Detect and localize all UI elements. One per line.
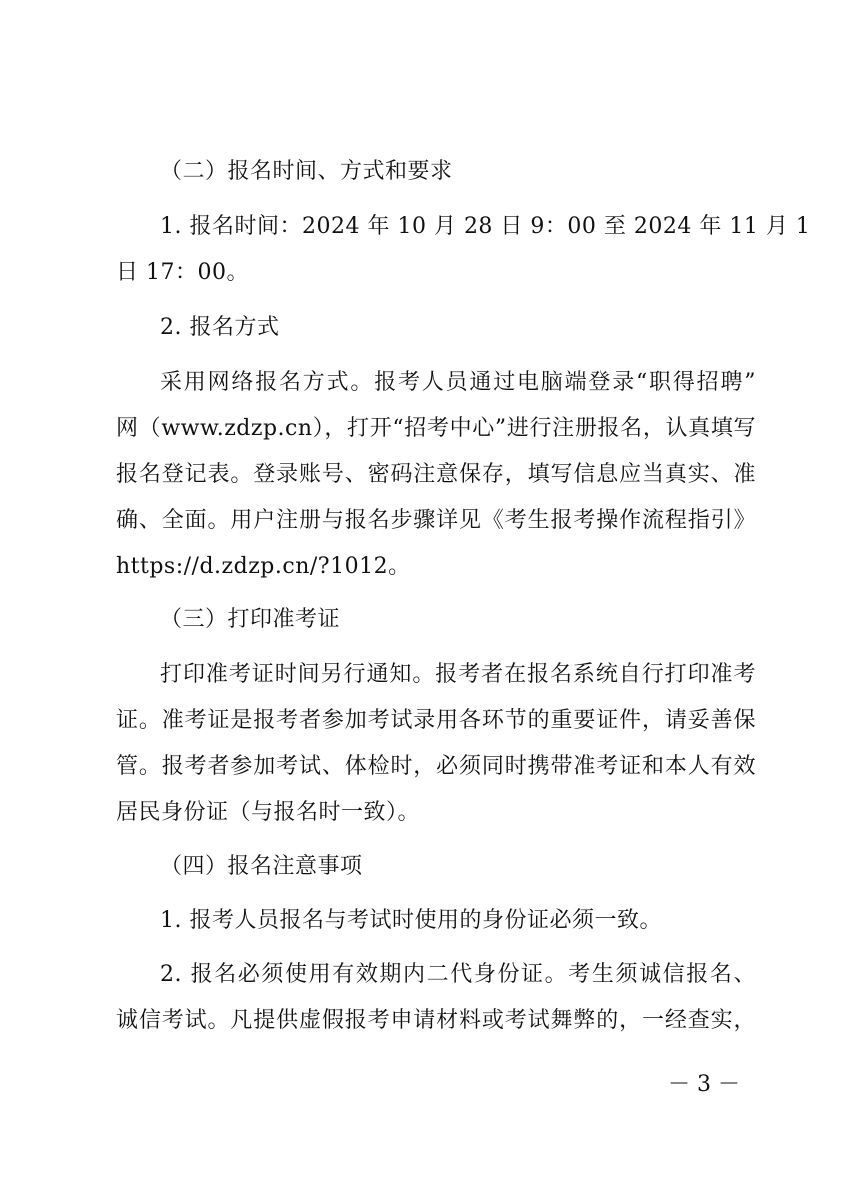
registration-method-line-2: 网（www.zdzp.cn），打开“招考中心”进行注册报名，认真填写 bbox=[116, 416, 756, 441]
registration-time-line-2: 日 17：00。 bbox=[116, 260, 249, 285]
admission-ticket-line-1: 打印准考证时间另行通知。报考者在报名系统自行打印准考 bbox=[160, 662, 756, 687]
admission-ticket-line-4: 居民身份证（与报名时一致）。 bbox=[116, 800, 421, 825]
registration-method-line-3: 报名登记表。登录账号、密码注意保存，填写信息应当真实、准 bbox=[116, 462, 756, 487]
registration-method-line-4: 确、全面。用户注册与报名步骤详见《考生报考操作流程指引》 bbox=[116, 508, 756, 533]
registration-guide-link[interactable]: https://d.zdzp.cn/?1012。 bbox=[116, 554, 411, 579]
admission-ticket-line-2: 证。准考证是报考者参加考试录用各环节的重要证件，请妥善保 bbox=[116, 708, 756, 733]
section-heading-admission-ticket: （三）打印准考证 bbox=[160, 607, 341, 632]
admission-ticket-line-3: 管。报考者参加考试、体检时，必须同时携带准考证和本人有效 bbox=[116, 754, 756, 779]
registration-time-line-1: 1. 报名时间：2024 年 10 月 28 日 9：00 至 2024 年 11 月 1 bbox=[160, 214, 811, 239]
registration-method-title: 2. 报名方式 bbox=[160, 315, 280, 340]
section-heading-registration: （二）报名时间、方式和要求 bbox=[160, 159, 453, 184]
registration-note-2-line-1: 2. 报名必须使用有效期内二代身份证。考生须诚信报名、 bbox=[160, 962, 756, 987]
section-heading-registration-notes: （四）报名注意事项 bbox=[160, 854, 363, 879]
registration-note-2-line-2: 诚信考试。凡提供虚假报考申请材料或考试舞弊的，一经查实， bbox=[116, 1008, 756, 1033]
page-number: － 3 － bbox=[668, 1072, 740, 1097]
registration-note-1: 1. 报考人员报名与考试时使用的身份证必须一致。 bbox=[160, 908, 662, 933]
registration-method-line-1: 采用网络报名方式。报考人员通过电脑端登录“职得招聘” bbox=[160, 370, 756, 395]
